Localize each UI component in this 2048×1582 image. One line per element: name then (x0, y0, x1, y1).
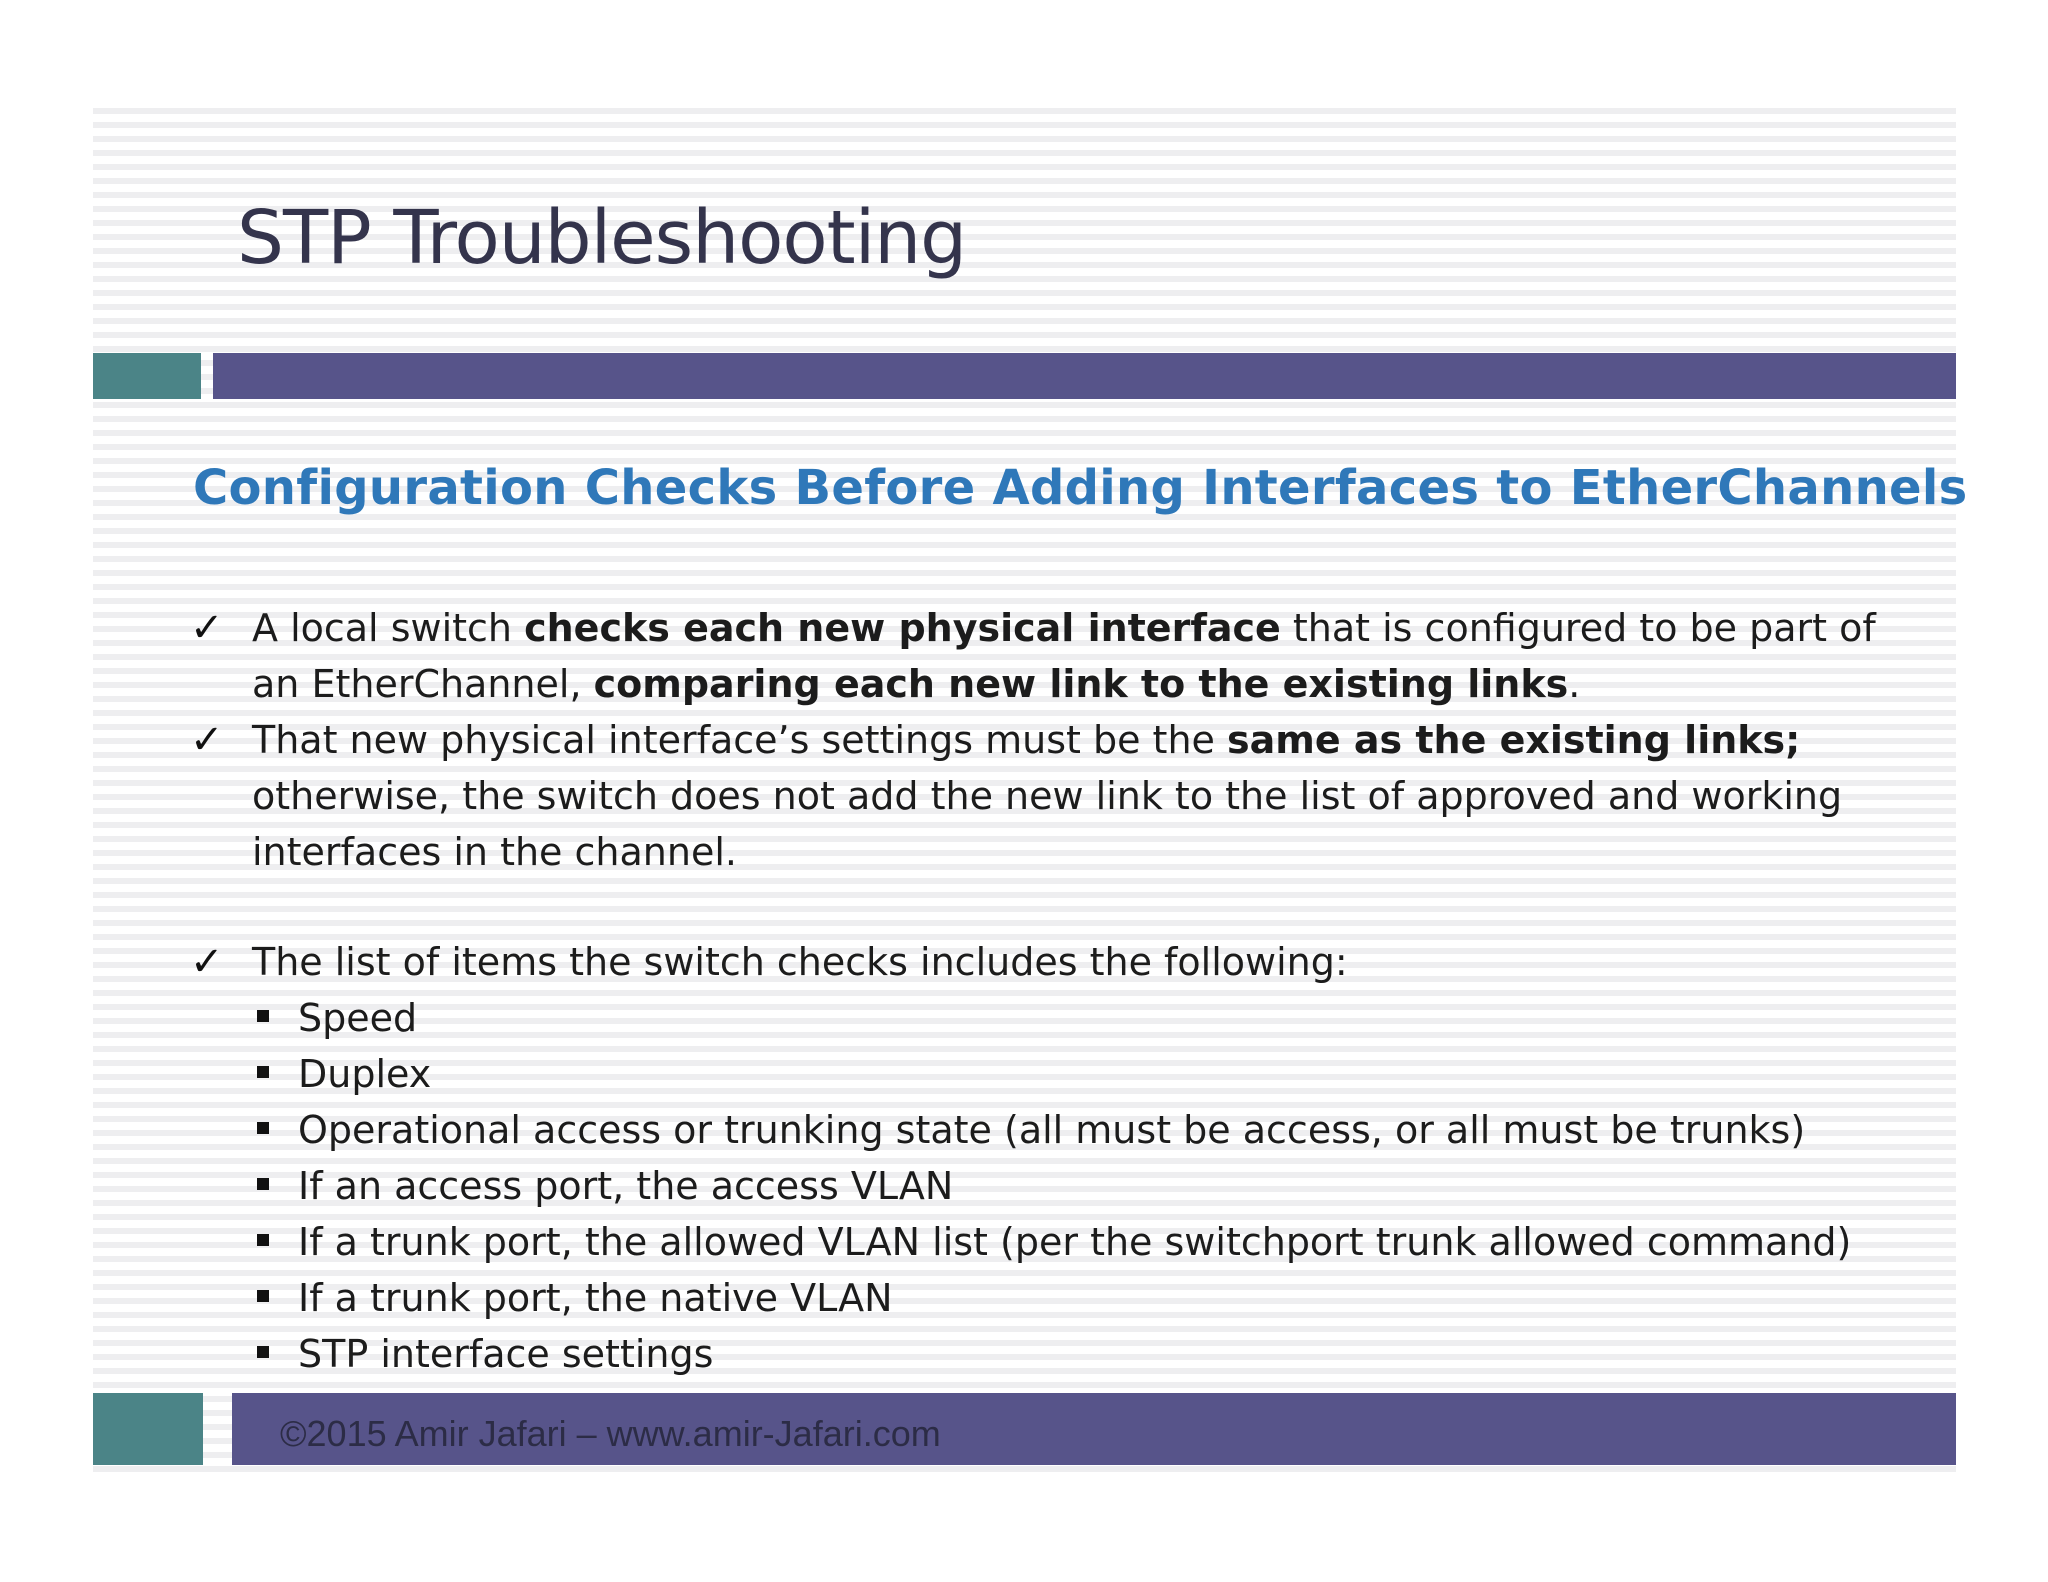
square-bullet-icon (257, 1122, 269, 1134)
sub-list-text: If an access port, the access VLAN (298, 1164, 954, 1208)
check-icon: ✓ (190, 717, 224, 763)
bullet-item (190, 600, 1890, 712)
square-bullet-icon (257, 1066, 269, 1078)
slide-body (190, 600, 1890, 1382)
bullet-item (190, 934, 1890, 990)
bullet-text: The list of items the switch checks includes the following: (252, 940, 1348, 984)
slide-subtitle: Configuration Checks Before Adding Interfaces to EtherChannels (193, 460, 1968, 516)
sub-list-item (190, 1102, 1890, 1158)
sub-list-text: If a trunk port, the allowed VLAN list (per the switchport trunk allowed command) (298, 1220, 1852, 1264)
footer-teal-block (93, 1393, 203, 1465)
sub-list-item (190, 1046, 1890, 1102)
sub-list-item (190, 1270, 1890, 1326)
check-icon: ✓ (190, 939, 224, 985)
spacer (190, 880, 1890, 934)
bullet-text: that is configured to be part of an EtherChannel, (252, 606, 1876, 706)
sub-list-text: Operational access or trunking state (all must be access, or all must be trunks) (298, 1108, 1806, 1152)
square-bullet-icon (257, 1010, 269, 1022)
bullet-bold-text: comparing each new link to the existing links (593, 662, 1569, 706)
bullet-text: . (1568, 662, 1581, 706)
sub-list-text: Speed (298, 996, 418, 1040)
check-icon: ✓ (190, 605, 224, 651)
header-teal-block (93, 353, 201, 399)
sub-list-item (190, 1326, 1890, 1382)
bullet-text: A local switch (252, 606, 525, 650)
sub-list-item (190, 1158, 1890, 1214)
bullet-item (190, 712, 1890, 880)
square-bullet-icon (257, 1234, 269, 1246)
sub-list-item (190, 990, 1890, 1046)
footer-copyright: ©2015 Amir Jafari – www.amir-Jafari.com (280, 1413, 941, 1454)
bullet-bold-text: checks each new physical interface (524, 606, 1281, 650)
bullet-bold-text: same as the existing links; (1227, 718, 1801, 762)
sub-list-text: STP interface settings (298, 1332, 714, 1376)
header-purple-bar (213, 353, 1956, 399)
bullet-text: otherwise, the switch does not add the new link to the list of approved and working interfaces in the channel. (252, 774, 1843, 874)
slide-title: STP Troubleshooting (237, 195, 967, 281)
square-bullet-icon (257, 1178, 269, 1190)
square-bullet-icon (257, 1346, 269, 1358)
bullet-text: That new physical interface’s settings must be the (252, 718, 1227, 762)
sub-list-item (190, 1214, 1890, 1270)
sub-list-text: If a trunk port, the native VLAN (298, 1276, 893, 1320)
sub-list-text: Duplex (298, 1052, 432, 1096)
square-bullet-icon (257, 1290, 269, 1302)
